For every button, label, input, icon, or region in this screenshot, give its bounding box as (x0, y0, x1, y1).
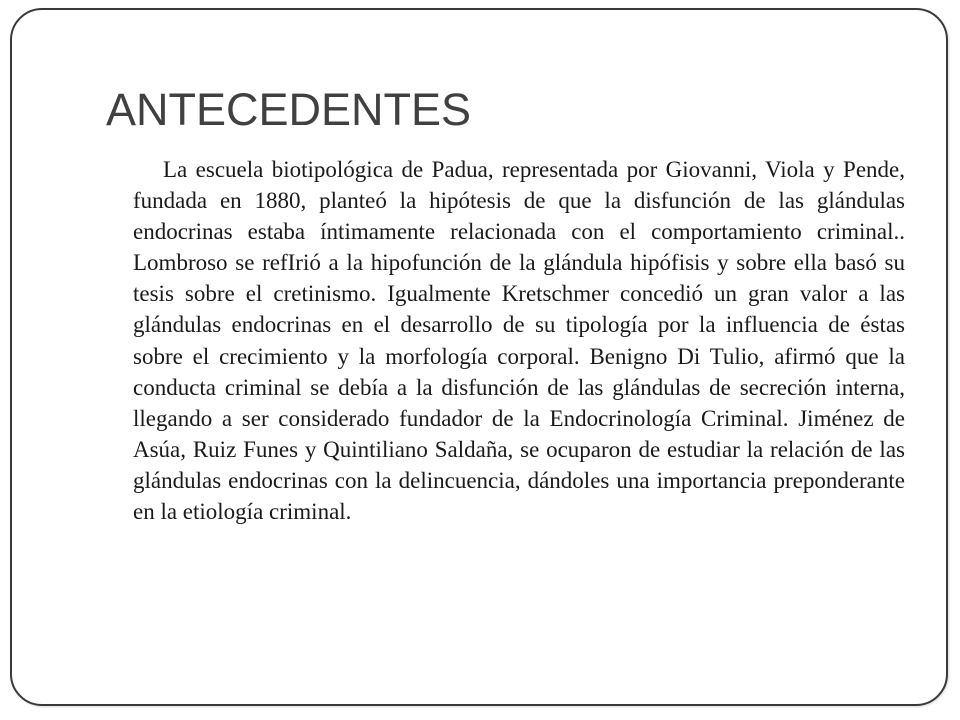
slide-title: ANTECEDENTES (106, 84, 472, 135)
slide-body-paragraph: La escuela biotipológica de Padua, representada por Giovanni, Viola y Pende, fundada en 1880, planteó la hipótesis de que la disfunción de las glándulas endocrinas estaba íntimamente relacionada con el comportamiento criminal.. Lombroso se refIrió a la hipofunción de la glándula hipófisis y sobre ella basó su tesis sobre el cretinismo. Igualmente Kretschmer concedió un gran valor a las glándulas endocrinas en el desarrollo de su tipología por la influencia de éstas sobre el crecimiento y la morfología corporal. Benigno Di Tulio, afirmó que la conducta criminal se debía a la disfunción de las glándulas de secreción interna, llegando a ser considerado fundador de la Endocrinología Criminal. Jiménez de Asúa, Ruiz Funes y Quintiliano Saldaña, se ocuparon de estudiar la relación de las glándulas endocrinas con la delincuencia, dándoles una importancia preponderante en la etiología criminal. (133, 157, 905, 525)
